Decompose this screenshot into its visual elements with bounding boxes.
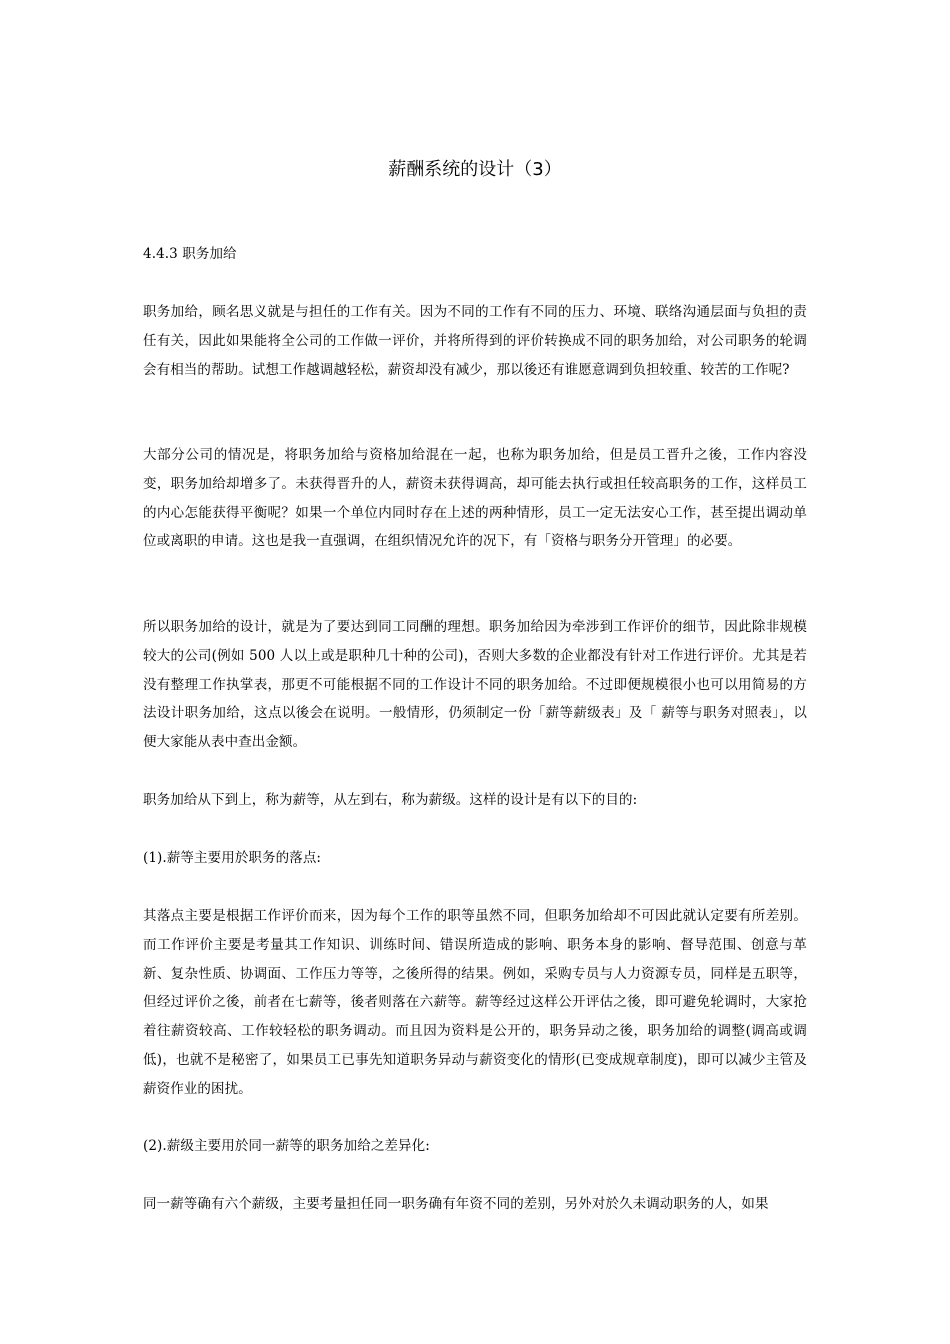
paragraph-3: 所以职务加给的设计，就是为了要达到同工同酬的理想。职务加给因为牵涉到工作评价的细节，因此除非规模较大的公司(例如 500 人以上或是职种几十种的公司)，否则大多数的企业都没有针对工作进行评价。尤其是若没有整理工作执掌表，那更不可能根据不同的工作设计不同的职务加给。不过即便规模很小也可以用简易的方法设计职务加给，这点以後会在说明。一般情形，仍须制定一份「薪等薪级表」及「 薪等与职务对照表」，以便大家能从表中查出金额。 [143,619,807,751]
paragraph-5: 其落点主要是根据工作评价而来，因为每个工作的职等虽然不同，但职务加给却不可因此就认定要有所差别。而工作评价主要是考量其工作知识、训练时间、错误所造成的影响、职务本身的影响、督导范围、创意与革新、复杂性质、协调面、工作压力等等，之後所得的结果。例如，采购专员与人力资源专员，同样是五职等，但经过评价之後，前者在七薪等，後者则落在六薪等。薪等经过这样公开评估之後，即可避免轮调时，大家抢着往薪资较高、工作较轻松的职务调动。而且因为资料是公开的，职务异动之後，职务加给的调整(调高或调低)，也就不是秘密了，如果员工已事先知道职务异动与薪资变化的情形(已变成规章制度)，即可以减少主管及薪资作业的困扰。 [143,908,807,1097]
paragraph-4: 职务加给从下到上，称为薪等，从左到右，称为薪级。这样的设计是有以下的目的: [143,792,638,808]
subheading-1: (1).薪等主要用於职务的落点: [143,850,322,866]
subheading-2: (2).薪级主要用於同一薪等的职务加给之差异化: [143,1138,430,1154]
paragraph-1: 职务加给，顾名思义就是与担任的工作有关。因为不同的工作有不同的压力、环境、联络沟通层面与负担的责任有关，因此如果能将全公司的工作做一评价，并将所得到的评价转换成不同的职务加给，对公司职务的轮调会有相当的帮助。试想工作越调越轻松，薪资却没有减少，那以後还有谁愿意调到负担较重、较苦的工作呢? [143,304,807,378]
paragraph-6: 同一薪等确有六个薪级，主要考量担任同一职务确有年资不同的差别，另外对於久未调动职务的人，如果 [143,1196,769,1212]
document-title: 薪酬系统的设计（3） [388,159,562,180]
paragraph-2: 大部分公司的情况是，将职务加给与资格加给混在一起，也称为职务加给，但是员工晋升之後，工作内容没变，职务加给却增多了。未获得晋升的人，薪资未获得调高，却可能去执行或担任较高职务的工作，这样员工的内心怎能获得平衡呢？如果一个单位内同时存在上述的两种情形，员工一定无法安心工作，甚至提出调动单位或离职的申请。这也是我一直强调，在组织情况允许的况下，有「资格与职务分开管理」的必要。 [143,447,807,550]
section-heading: 4.4.3 职务加给 [143,246,237,262]
